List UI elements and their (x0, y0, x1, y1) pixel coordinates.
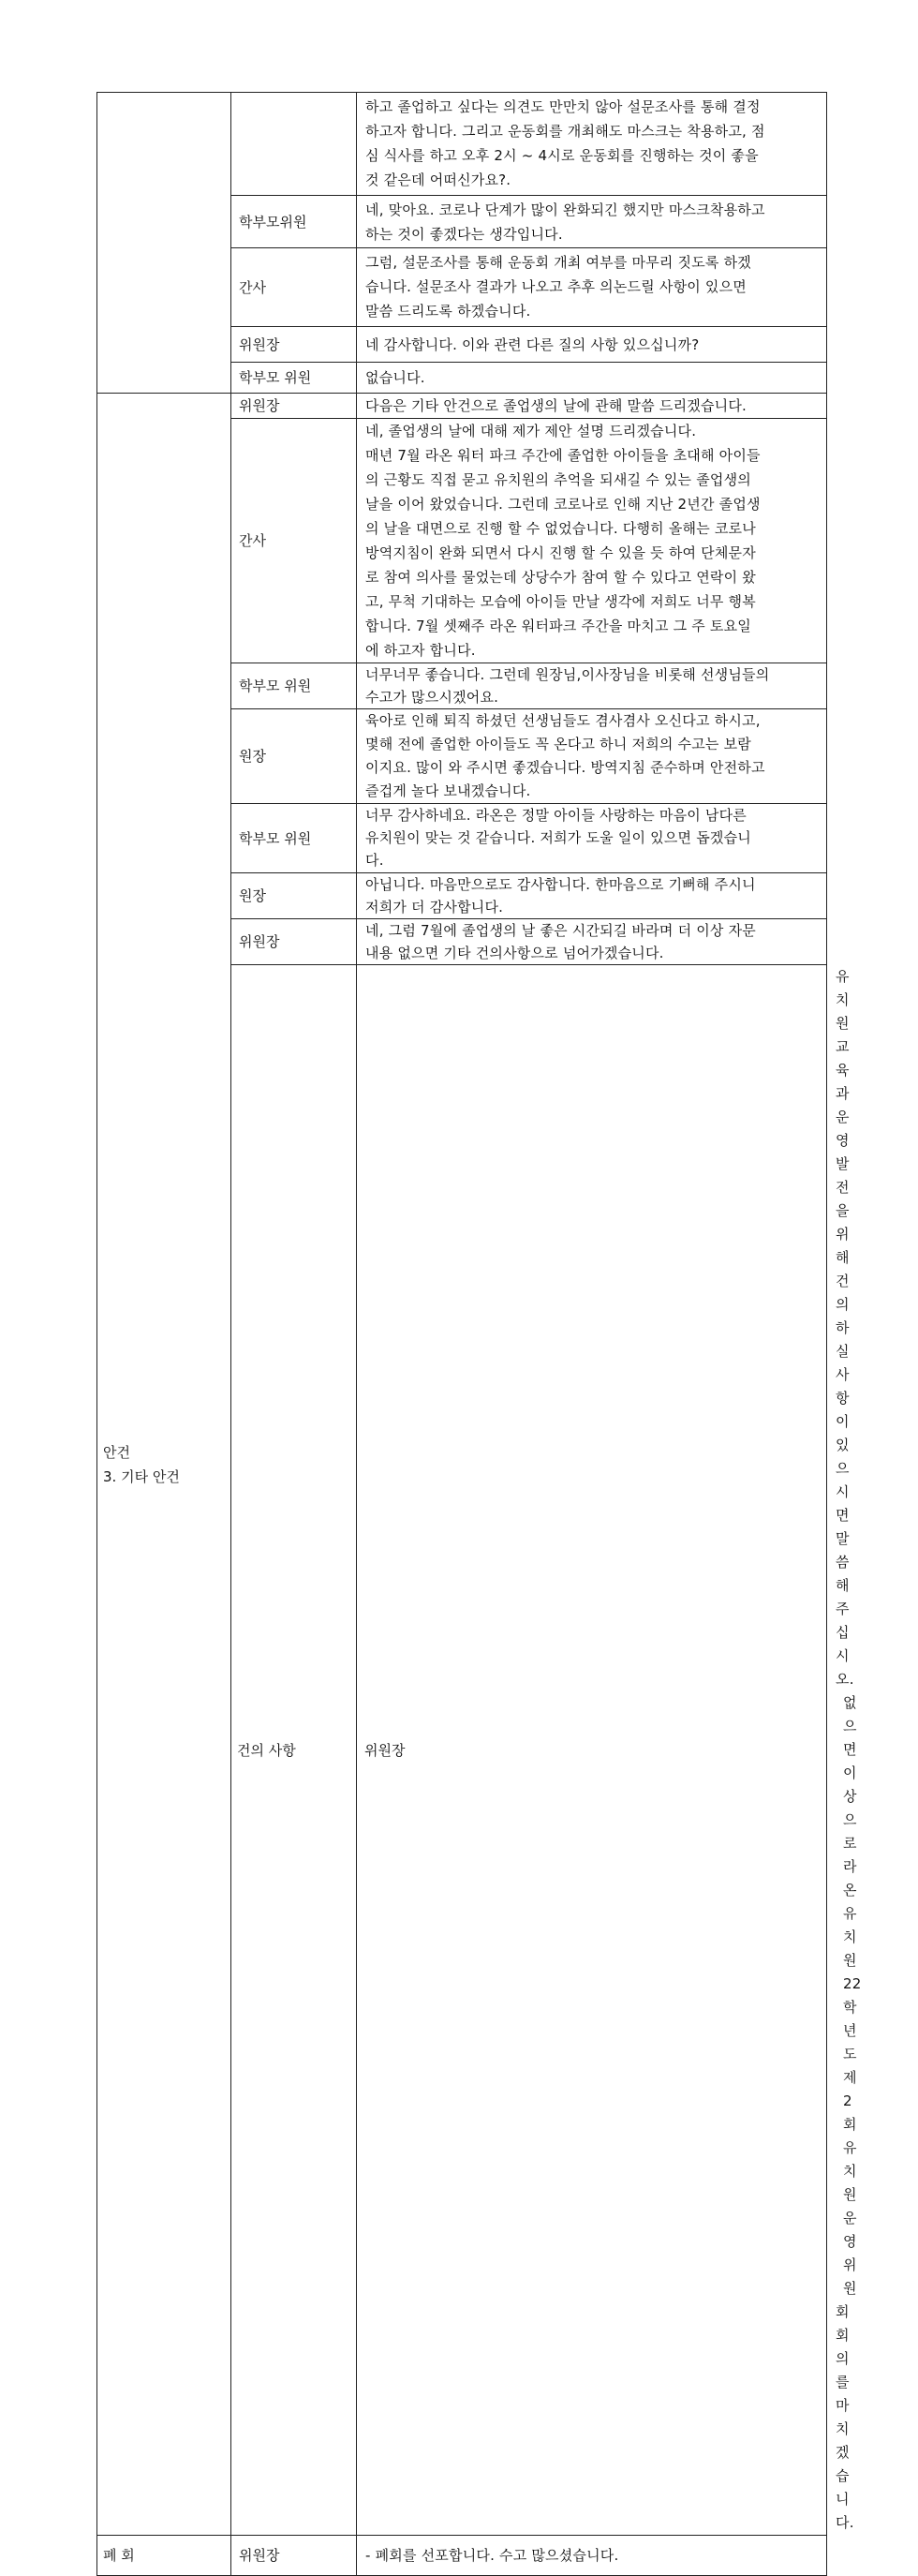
content-cell: 그럼, 설문조사를 통해 운동회 개최 여부를 마무리 짓도록 하겠 습니다. 설문조사 결과가 나오고 추후 의논드릴 사항이 있으면 말씀 드리도록 하겠습니다. (357, 248, 827, 327)
content-cell: 네 감사합니다. 이와 관련 다른 질의 사항 있으십니까? (357, 327, 827, 363)
speaker-cell (231, 93, 357, 196)
content-cell: 없습니다. (357, 363, 827, 394)
speaker-cell: 학부모 위원 (231, 804, 357, 873)
content-cell: 너무 감사하네요. 라온은 정말 아이들 사랑하는 마음이 남다른 유치원이 맞는 것 같습니다. 저희가 도울 일이 있으면 돕겠습니 다. (357, 804, 827, 873)
content-cell: 네, 그럼 7월에 졸업생의 날 좋은 시간되길 바라며 더 이상 자문 내용 없으면 기타 건의사항으로 넘어가겠습니다. (357, 919, 827, 965)
minutes-table (96, 92, 862, 2576)
speaker-cell: 위원장 (231, 2536, 357, 2576)
speaker-cell: 간사 (231, 248, 357, 327)
speaker-cell: 학부모 위원 (231, 363, 357, 394)
content-cell: 네, 맞아요. 코로나 단계가 많이 완화되긴 했지만 마스크착용하고 하는 것이 좋겠다는 생각입니다. (357, 196, 827, 248)
table-row (97, 394, 827, 419)
speaker-cell: 위원장 (231, 919, 357, 965)
agenda-subtitle: 3. 기타 안건 (103, 1467, 180, 1485)
agenda-title: 안건 (103, 1443, 130, 1461)
speaker-cell: 간사 (231, 419, 357, 663)
speaker-cell: 원장 (231, 709, 357, 804)
speaker-cell: 위원장 (231, 327, 357, 363)
content-cell: 다음은 기타 안건으로 졸업생의 날에 관해 말씀 드리겠습니다. (357, 394, 827, 419)
content-cell: 아닙니다. 마음만으로도 감사합니다. 한마음으로 기뻐해 주시니 저희가 더 감사합니다. (357, 873, 827, 919)
content-cell: 육아로 인해 퇴직 하셨던 선생님들도 겸사겸사 오신다고 하시고, 몇해 전에 졸업한 아이들도 꼭 온다고 하니 저희의 수고는 보람 이지요. 많이 와 주시면 좋겠습니다. 방역지침 준수하며 안전하고 즐겁게 놀다 보내겠습니다. (357, 709, 827, 804)
speaker-cell: 원장 (231, 873, 357, 919)
speaker-cell: 학부모 위원 (231, 663, 357, 709)
content-cell: - 폐회를 선포합니다. 수고 많으셨습니다. (357, 2536, 827, 2576)
section-cell (97, 93, 231, 394)
table-row (97, 93, 827, 196)
section-cell-suggestions: 건의 사항 (231, 965, 357, 2536)
section-cell-closing: 폐 회 (97, 2536, 231, 2576)
speaker-cell: 학부모위원 (231, 196, 357, 248)
table-row: 건의 사항 위원장 유치원 교육과 운영 발전을 위해 건의하실 사항이 있으시면 말씀 해 주십시오. 없으면 이상으로 라온유치원 22학년도 제 2회 유치원 운영위원 회 회의를 마치겠습니다. (97, 965, 827, 2536)
table-row (97, 2536, 827, 2576)
speaker-cell: 위원장 (231, 394, 357, 419)
content-cell: 하고 졸업하고 싶다는 의견도 만만치 않아 설문조사를 통해 결정 하고자 합니다. 그리고 운동회를 개최해도 마스크는 착용하고, 점 심 식사를 하고 오후 2시 ~ 4시로 운동회를 진행하는 것이 좋을 것 같은데 어떠신가요?. (357, 93, 827, 196)
speaker-cell: 위원장 (357, 965, 827, 2536)
section-cell-agenda (97, 394, 231, 2536)
content-cell: 너무너무 좋습니다. 그런데 원장님,이사장님을 비롯해 선생님들의 수고가 많으시겠어요. (357, 663, 827, 709)
content-cell: 네, 졸업생의 날에 대해 제가 제안 설명 드리겠습니다. 매년 7월 라온 워터 파크 주간에 졸업한 아이들을 초대해 아이들 의 근황도 직접 묻고 유치원의 추억을 되새길 수 있는 졸업생의 날을 이어 왔었습니다. 그런데 코로나로 인해 지난 2년간 졸업생 의 날을 대면으로 진행 할 수 없었습니다. 다행히 올해는 코로나 방역지침이 완화 되면서 다시 진행 할 수 있을 듯 하여 단체문자 로 참여 의사를 물었는데 상당수가 참여 할 수 있다고 연락이 왔 고, 무척 기대하는 모습에 아이들 만날 생각에 저희도 너무 행복 합니다. 7월 셋째주 라온 워터파크 주간을 마치고 그 주 토요일 에 하고자 합니다. (357, 419, 827, 663)
